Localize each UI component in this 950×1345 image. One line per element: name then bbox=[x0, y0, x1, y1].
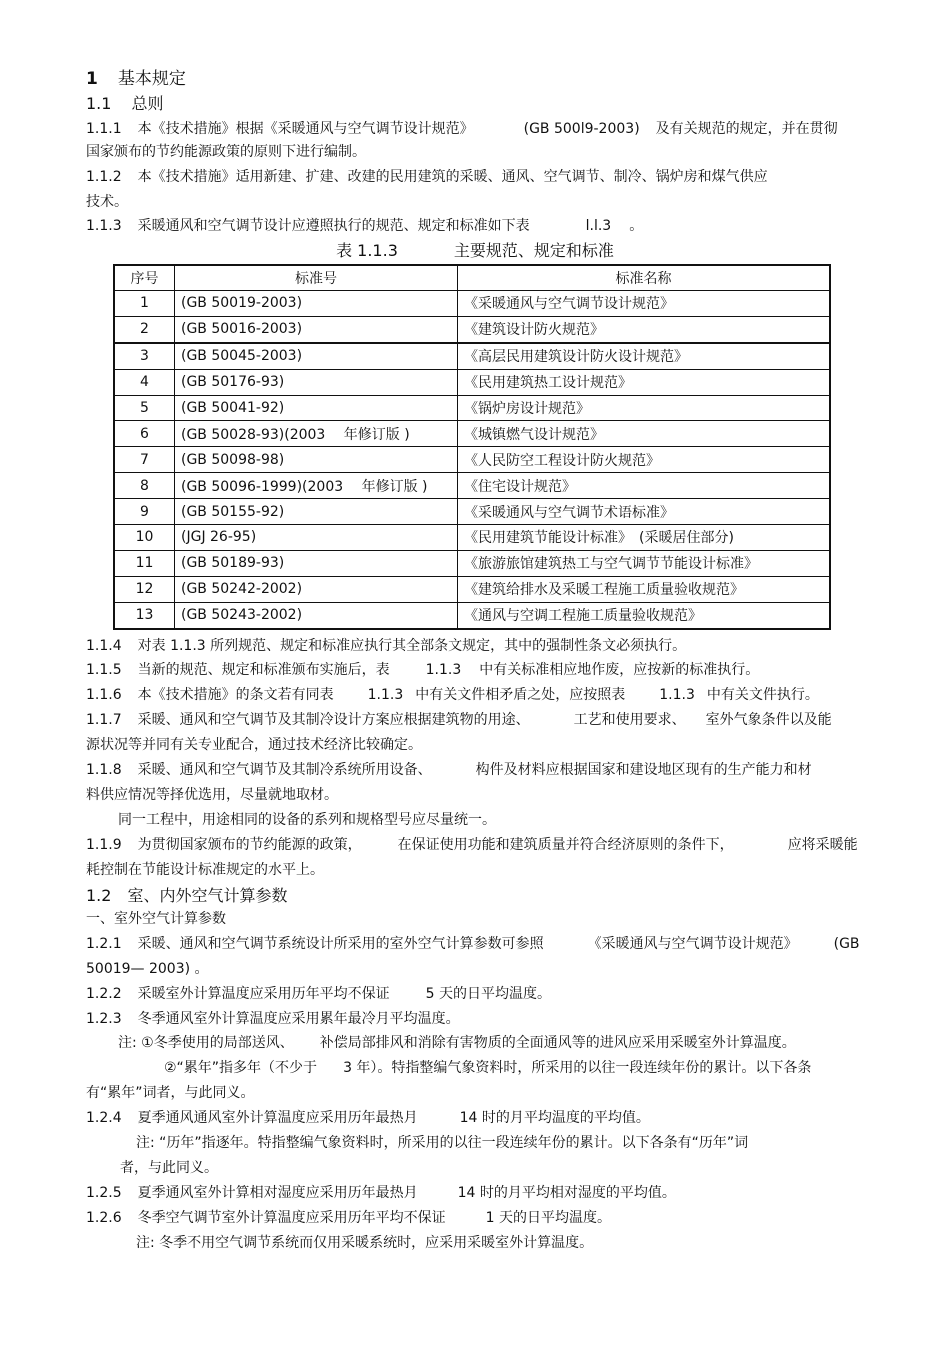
table-row bbox=[114, 343, 830, 369]
table-row bbox=[114, 447, 830, 473]
table-row bbox=[114, 421, 830, 447]
cell-code: (GB 50028-93)(2003 年修订版 ) bbox=[175, 421, 458, 447]
clause-1-2-1: 1.2.1 采暖、通风和空气调节系统设计所采用的室外空气计算参数可参照 《采暖通风与空气调节设计规范》 (GB bbox=[86, 936, 860, 952]
table-caption: 表 1.1.3 主要规范、规定和标准 bbox=[336, 241, 614, 260]
clause-1-1-8-cont: 料供应情况等择优选用，尽量就地取材。 bbox=[86, 787, 338, 803]
cell-name: 《采暖通风与空气调节术语标准》 bbox=[458, 499, 831, 525]
clause-1-1-6: 1.1.6 本《技术措施》的条文若有同表 1.1.3 中有关文件相矛盾之处，应按照表 1.1.3 中有关文件执行。 bbox=[86, 687, 819, 703]
cell-code: (GB 50096-1999)(2003 年修订版 ) bbox=[175, 473, 458, 499]
cell-no: 11 bbox=[114, 550, 175, 576]
table-row bbox=[114, 395, 830, 421]
cell-name: 《旅游旅馆建筑热工与空气调节节能设计标准》 bbox=[458, 550, 831, 576]
table-row bbox=[114, 576, 830, 602]
note-3: 注: “历年”指逐年。特指整编气象资料时，所采用的以往一段连续年份的累计。以下各条有“历年”词 bbox=[136, 1135, 749, 1151]
cell-no: 12 bbox=[114, 576, 175, 602]
clause-1-1-9-cont: 耗控制在节能设计标准规定的水平上。 bbox=[86, 862, 324, 878]
clause-1-2-1-cont: 50019— 2003) 。 bbox=[86, 961, 209, 977]
col-header-name: 标准名称 bbox=[458, 265, 831, 291]
cell-no: 3 bbox=[114, 343, 175, 369]
cell-code: (GB 50155-92) bbox=[175, 499, 458, 525]
standards-table bbox=[113, 264, 831, 630]
cell-name: 《通风与空调工程施工质量验收规范》 bbox=[458, 602, 831, 628]
note-2-cont: 有“累年”词者，与此同义。 bbox=[86, 1085, 255, 1101]
clause-1-1-5: 1.1.5 当新的规范、规定和标准颁布实施后，表 1.1.3 中有关标准相应地作废，应按新的标准执行。 bbox=[86, 662, 760, 678]
clause-1-2-6: 1.2.6 冬季空气调节室外计算温度应采用历年平均不保证 1 天的日平均温度。 bbox=[86, 1210, 611, 1226]
clause-1-2-4: 1.2.4 夏季通风通风室外计算温度应采用历年最热月 14 时的月平均温度的平均值。 bbox=[86, 1110, 650, 1126]
table-row bbox=[114, 602, 830, 628]
clause-1-2-2: 1.2.2 采暖室外计算温度应采用历年平均不保证 5 天的日平均温度。 bbox=[86, 986, 551, 1002]
cell-code: (GB 50045-2003) bbox=[175, 343, 458, 369]
cell-no: 6 bbox=[114, 421, 175, 447]
clause-1-1-2-cont: 技术。 bbox=[86, 194, 128, 210]
cell-code: (GB 50242-2002) bbox=[175, 576, 458, 602]
clause-1-1-7: 1.1.7 采暖、通风和空气调节及其制冷设计方案应根据建筑物的用途、 工艺和使用要求、 室外气象条件以及能 bbox=[86, 712, 832, 728]
cell-no: 9 bbox=[114, 499, 175, 525]
subsection-heading: 一、室外空气计算参数 bbox=[86, 911, 226, 927]
cell-name: 《民用建筑热工设计规范》 bbox=[458, 369, 831, 395]
cell-code: (GB 50019-2003) bbox=[175, 291, 458, 317]
note-1: 注: ①冬季使用的局部送风、 补偿局部排风和消除有害物质的全面通风等的进风应采用采暖室外计算温度。 bbox=[118, 1035, 796, 1051]
chapter-heading: 1 基本规定 bbox=[86, 69, 186, 89]
note-4: 注: 冬季不用空气调节系统而仅用采暖系统时，应采用采暖室外计算温度。 bbox=[136, 1235, 594, 1251]
table-header-row bbox=[114, 265, 830, 291]
clause-1-1-1-cont: 国家颁布的节约能源政策的原则下进行编制。 bbox=[86, 144, 366, 160]
cell-no: 8 bbox=[114, 473, 175, 499]
cell-name: 《建筑给排水及采暖工程施工质量验收规范》 bbox=[458, 576, 831, 602]
cell-name: 《民用建筑节能设计标准》 (采暖居住部分) bbox=[458, 525, 831, 551]
cell-code: (GB 50176-93) bbox=[175, 369, 458, 395]
cell-name: 《住宅设计规范》 bbox=[458, 473, 831, 499]
cell-name: 《城镇燃气设计规范》 bbox=[458, 421, 831, 447]
note-3-cont: 者，与此同义。 bbox=[120, 1160, 218, 1176]
cell-code: (GB 50016-2003) bbox=[175, 316, 458, 342]
section-heading-1-2: 1.2 室、内外空气计算参数 bbox=[86, 886, 288, 905]
table-row bbox=[114, 369, 830, 395]
clause-1-2-5: 1.2.5 夏季通风室外计算相对湿度应采用历年最热月 14 时的月平均相对湿度的平均值。 bbox=[86, 1185, 676, 1201]
clause-1-1-9: 1.1.9 为贯彻国家颁布的节约能源的政策， 在保证使用功能和建筑质量并符合经济原则的条件下， 应将采暖能 bbox=[86, 837, 858, 853]
cell-no: 5 bbox=[114, 395, 175, 421]
cell-no: 1 bbox=[114, 291, 175, 317]
clause-1-1-1: 1.1.1 本《技术措施》根据《采暖通风与空气调节设计规范》 (GB 500l9-2003) 及有关规范的规定，并在贯彻 bbox=[86, 121, 838, 137]
table-row bbox=[114, 291, 830, 317]
clause-1-1-7-cont: 源状况等并同有关专业配合，通过技术经济比较确定。 bbox=[86, 737, 422, 753]
table-row bbox=[114, 316, 830, 342]
clause-1-1-4: 1.1.4 对表 1.1.3 所列规范、规定和标准应执行其全部条文规定，其中的强制性条文必须执行。 bbox=[86, 638, 687, 654]
cell-name: 《采暖通风与空气调节设计规范》 bbox=[458, 291, 831, 317]
cell-code: (GB 50098-98) bbox=[175, 447, 458, 473]
cell-no: 2 bbox=[114, 316, 175, 342]
cell-name: 《人民防空工程设计防火规范》 bbox=[458, 447, 831, 473]
clause-1-1-3: 1.1.3 采暖通风和空气调节设计应遵照执行的规范、规定和标准如下表 l.l.3 。 bbox=[86, 218, 644, 234]
section-heading-1-1: 1.1 总则 bbox=[86, 94, 164, 113]
cell-no: 7 bbox=[114, 447, 175, 473]
cell-code: (GB 50041-92) bbox=[175, 395, 458, 421]
cell-code: (JGJ 26-95) bbox=[175, 525, 458, 551]
table-row bbox=[114, 525, 830, 551]
cell-name: 《高层民用建筑设计防火设计规范》 bbox=[458, 343, 831, 369]
cell-code: (GB 50243-2002) bbox=[175, 602, 458, 628]
col-header-code: 标准号 bbox=[175, 265, 458, 291]
clause-1-1-8: 1.1.8 采暖、通风和空气调节及其制冷系统所用设备、 构件及材料应根据国家和建设地区现有的生产能力和材 bbox=[86, 762, 812, 778]
cell-name: 《建筑设计防火规范》 bbox=[458, 316, 831, 342]
table-row bbox=[114, 550, 830, 576]
cell-no: 4 bbox=[114, 369, 175, 395]
cell-no: 13 bbox=[114, 602, 175, 628]
col-header-no: 序号 bbox=[114, 265, 175, 291]
table-row bbox=[114, 499, 830, 525]
cell-code: (GB 50189-93) bbox=[175, 550, 458, 576]
clause-1-1-8-para2: 同一工程中，用途相同的设备的系列和规格型号应尽量统一。 bbox=[118, 812, 496, 828]
table-row bbox=[114, 473, 830, 499]
note-2: ②“累年”指多年（不少于 3 年）。特指整编气象资料时，所采用的以往一段连续年份的累计。以下各条 bbox=[164, 1060, 812, 1076]
clause-1-2-3: 1.2.3 冬季通风室外计算温度应采用累年最冷月平均温度。 bbox=[86, 1011, 460, 1027]
clause-1-1-2: 1.1.2 本《技术措施》适用新建、扩建、改建的民用建筑的采暖、通风、空气调节、制冷、锅炉房和煤气供应 bbox=[86, 169, 768, 185]
cell-no: 10 bbox=[114, 525, 175, 551]
cell-name: 《锅炉房设计规范》 bbox=[458, 395, 831, 421]
